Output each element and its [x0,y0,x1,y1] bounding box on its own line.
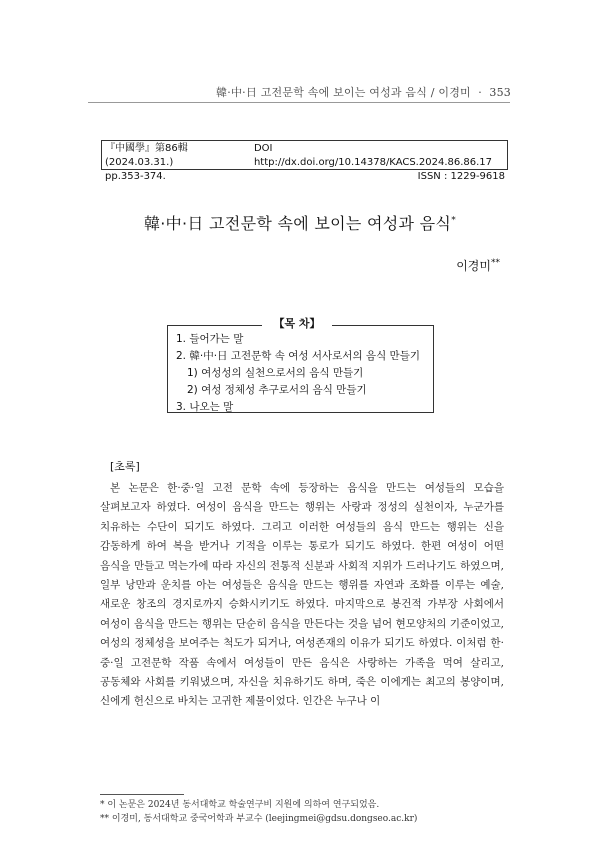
toc-subitem[interactable]: 1) 여성성의 실천으로서의 음식 만들기 [187,367,364,379]
page-number: 353 [489,86,511,99]
author-footnote-mark[interactable]: ** [491,258,500,268]
abstract-label: [초록] [110,460,140,473]
footnote-rule [100,794,184,795]
running-head [216,84,511,100]
doi-link[interactable]: DOI http://dx.doi.org/10.14378/KACS.2024.86.86.17 [253,143,493,168]
running-title: 韓·中·日 고전문학 속에 보이는 여성과 음식 / 이경미 [216,86,471,99]
author-name: 이경미 [456,259,491,273]
header-rule [88,102,510,103]
toc-item[interactable]: 1. 들어가는 말 [176,333,244,345]
footnote-1: * 이 논문은 2024년 동서대학교 학술연구비 지원에 의하여 연구되었음. [100,800,380,810]
toc-label: 【목 차】 [262,315,332,331]
toc-item[interactable]: 3. 나오는 말 [176,401,234,413]
title-footnote-mark[interactable]: * [451,215,456,226]
running-head-separator: · [478,86,482,99]
journal-info: 『中國學』第86輯 (2024.03.31.) [105,143,188,168]
paper-title [0,211,600,234]
author [456,257,500,274]
citation-box [101,140,508,182]
footnotes [100,798,417,826]
toc-list [176,331,420,416]
issn: ISSN : 1229-9618 [417,171,505,182]
page-range: pp.353-374. [105,171,166,182]
toc-subitem[interactable]: 2) 여성 정체성 추구로서의 음식 만들기 [187,384,367,396]
paper-title-text: 韓·中·日 고전문학 속에 보이는 여성과 음식 [144,214,452,233]
abstract-body: 본 논문은 한·중·일 고전 문학 속에 등장하는 음식을 만드는 여성들의 모습을 살펴보고자 하였다. 여성이 음식을 만드는 행위는 사랑과 정성의 실천이자, 누군가를 치유하는 수단이 되기도 하였다. 그리고 이러한 여성들의 음식 만드는 행위는 신을 감동하게 하여 복을 받거나 기적을 이루는 통로가 되기도 하였다. 한편 여성이 어떤 음식을 만들고 먹는가에 따라 자신의 전통적 신분과 사회적 지위가 드러나기도 하였으며, 일부 낭만과 운치를 아는 여성들은 음식을 만드는 행위를 자연과 조화를 이루는 예술, 새로운 창조의 경지로까지 승화시키기도 하였다. 마지막으로 봉건적 가부장 사회에서 여성이 음식을 만드는 행위는 단순히 음식을 만든다는 것을 넘어 현모양처의 기준이었고, 여성의 정체성을 보여주는 척도가 되거나, 여성존재의 이유가 되기도 하였다. 이처럼 한·중·일 고전문학 작품 속에서 여성들이 만든 음식은 사랑하는 가족을 먹여 살리고, 공동체와 사회를 키워냈으며, 자신을 치유하기도 하며, 죽은 이에게는 최고의 봉양이며, 신에게 헌신으로 바치는 고귀한 제물이었다. 인간은 누구나 이 [100,482,504,708]
toc-item[interactable]: 2. 韓·中·日 고전문학 속 여성 서사로서의 음식 만들기 [176,350,420,362]
footnote-2: ** 이경미, 동서대학교 중국어학과 부교수 (leejingmei@gdsu.dongseo.ac.kr) [100,814,418,824]
